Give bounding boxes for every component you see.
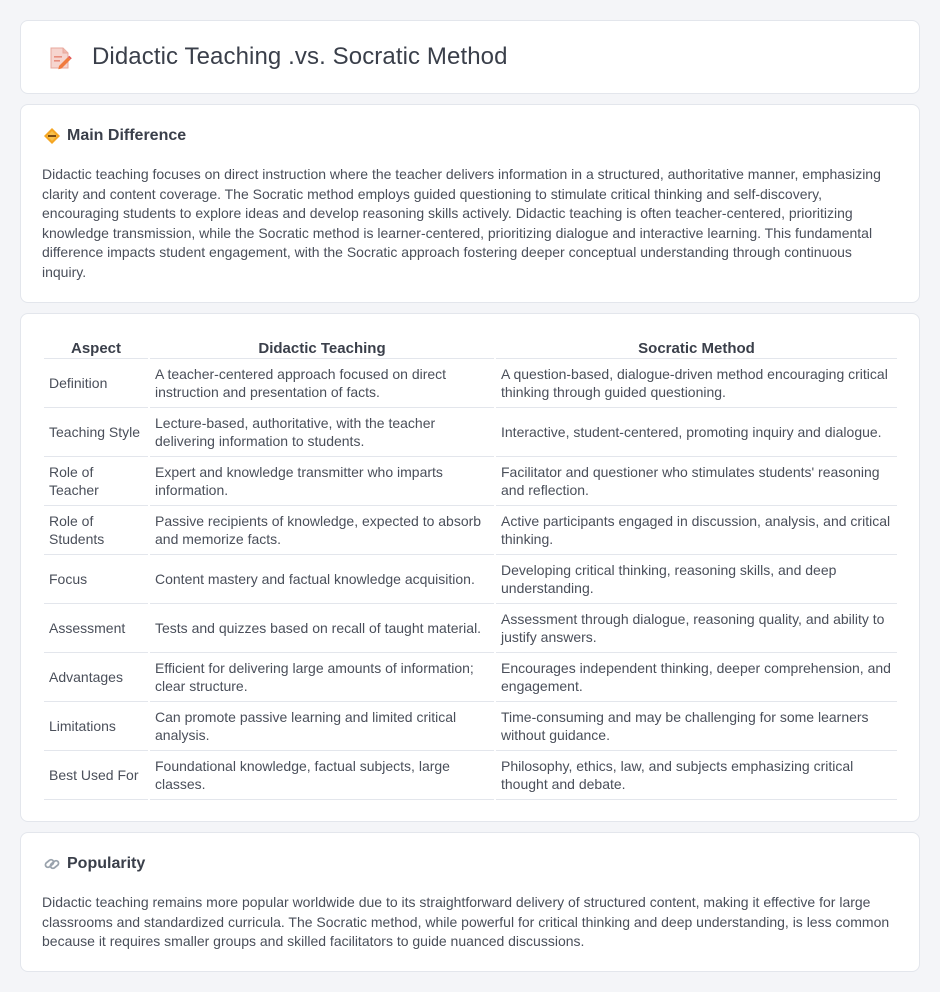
table-row xyxy=(44,457,897,506)
row-didactic: Expert and knowledge transmitter who imparts information. xyxy=(150,457,494,506)
table-row xyxy=(44,751,897,800)
comparison-card xyxy=(20,313,920,822)
row-aspect: Limitations xyxy=(44,702,148,751)
main-difference-card xyxy=(20,104,920,303)
row-socratic: Encourages independent thinking, deeper comprehension, and engagement. xyxy=(496,653,897,702)
row-aspect: Teaching Style xyxy=(44,408,148,457)
row-socratic: Assessment through dialogue, reasoning quality, and ability to justify answers. xyxy=(496,604,897,653)
table-row xyxy=(44,555,897,604)
row-didactic: Can promote passive learning and limited critical analysis. xyxy=(150,702,494,751)
table-row xyxy=(44,408,897,457)
row-didactic: Lecture-based, authoritative, with the teacher delivering information to students. xyxy=(150,408,494,457)
row-socratic: Facilitator and questioner who stimulates students' reasoning and reflection. xyxy=(496,457,897,506)
row-socratic: Active participants engaged in discussion, analysis, and critical thinking. xyxy=(496,506,897,555)
row-aspect: Focus xyxy=(44,555,148,604)
row-didactic: A teacher-centered approach focused on direct instruction and presentation of facts. xyxy=(150,359,494,408)
header-card xyxy=(20,20,920,94)
row-aspect: Role of Students xyxy=(44,506,148,555)
table-row xyxy=(44,359,897,408)
row-didactic: Passive recipients of knowledge, expected to absorb and memorize facts. xyxy=(150,506,494,555)
row-didactic: Tests and quizzes based on recall of taught material. xyxy=(150,604,494,653)
popularity-heading xyxy=(43,855,145,873)
row-didactic: Content mastery and factual knowledge acquisition. xyxy=(150,555,494,604)
link-icon xyxy=(43,855,61,873)
row-socratic: Developing critical thinking, reasoning skills, and deep understanding. xyxy=(496,555,897,604)
row-aspect: Best Used For xyxy=(44,751,148,800)
table-row xyxy=(44,506,897,555)
row-didactic: Foundational knowledge, factual subjects, large classes. xyxy=(150,751,494,800)
popularity-title: Popularity xyxy=(67,855,146,872)
popularity-card xyxy=(20,832,920,972)
row-aspect: Definition xyxy=(44,359,148,408)
popularity-text: Didactic teaching remains more popular worldwide due to its straightforward delivery of structured content, making it effective for large classrooms and standardized curricula. The Socratic method, while powerful for critical thinking and deep understanding, is less common because it requires smaller groups and skilled facilitators to guide nuanced discussions. xyxy=(42,894,890,950)
comparison-table xyxy=(42,334,899,800)
main-difference-heading xyxy=(43,127,186,145)
row-socratic: Interactive, student-centered, promoting inquiry and dialogue. xyxy=(496,408,897,457)
row-socratic: Time-consuming and may be challenging for some learners without guidance. xyxy=(496,702,897,751)
row-aspect: Role of Teacher xyxy=(44,457,148,506)
page-title: Didactic Teaching .vs. Socratic Method xyxy=(92,43,508,70)
table-row xyxy=(44,604,897,653)
table-row xyxy=(44,653,897,702)
diamond-icon xyxy=(43,127,61,145)
row-aspect: Assessment xyxy=(44,604,148,653)
document-pencil-icon xyxy=(47,45,73,71)
header-aspect: Aspect xyxy=(44,334,148,359)
row-socratic: A question-based, dialogue-driven method encouraging critical thinking through guided questioning. xyxy=(496,359,897,408)
row-aspect: Advantages xyxy=(44,653,148,702)
table-row xyxy=(44,702,897,751)
header-socratic: Socratic Method xyxy=(496,334,897,359)
header-didactic: Didactic Teaching xyxy=(150,334,494,359)
main-difference-text: Didactic teaching focuses on direct instruction where the teacher delivers information in a structured, authoritative manner, emphasizing clarity and content coverage. The Socratic method employs guided questioning to stimulate critical thinking and self-discovery, encouraging students to explore ideas and develop reasoning skills actively. Didactic teaching is often teacher-centered, prioritizing knowledge transmission, while the Socratic method is learner-centered, prioritizing dialogue and interactive learning. This fundamental difference impacts student engagement, with the Socratic approach fostering deeper conceptual understanding through continuous inquiry. xyxy=(42,166,881,280)
table-header-row xyxy=(44,334,897,359)
row-socratic: Philosophy, ethics, law, and subjects emphasizing critical thought and debate. xyxy=(496,751,897,800)
row-didactic: Efficient for delivering large amounts of information; clear structure. xyxy=(150,653,494,702)
main-difference-title: Main Difference xyxy=(67,127,187,144)
